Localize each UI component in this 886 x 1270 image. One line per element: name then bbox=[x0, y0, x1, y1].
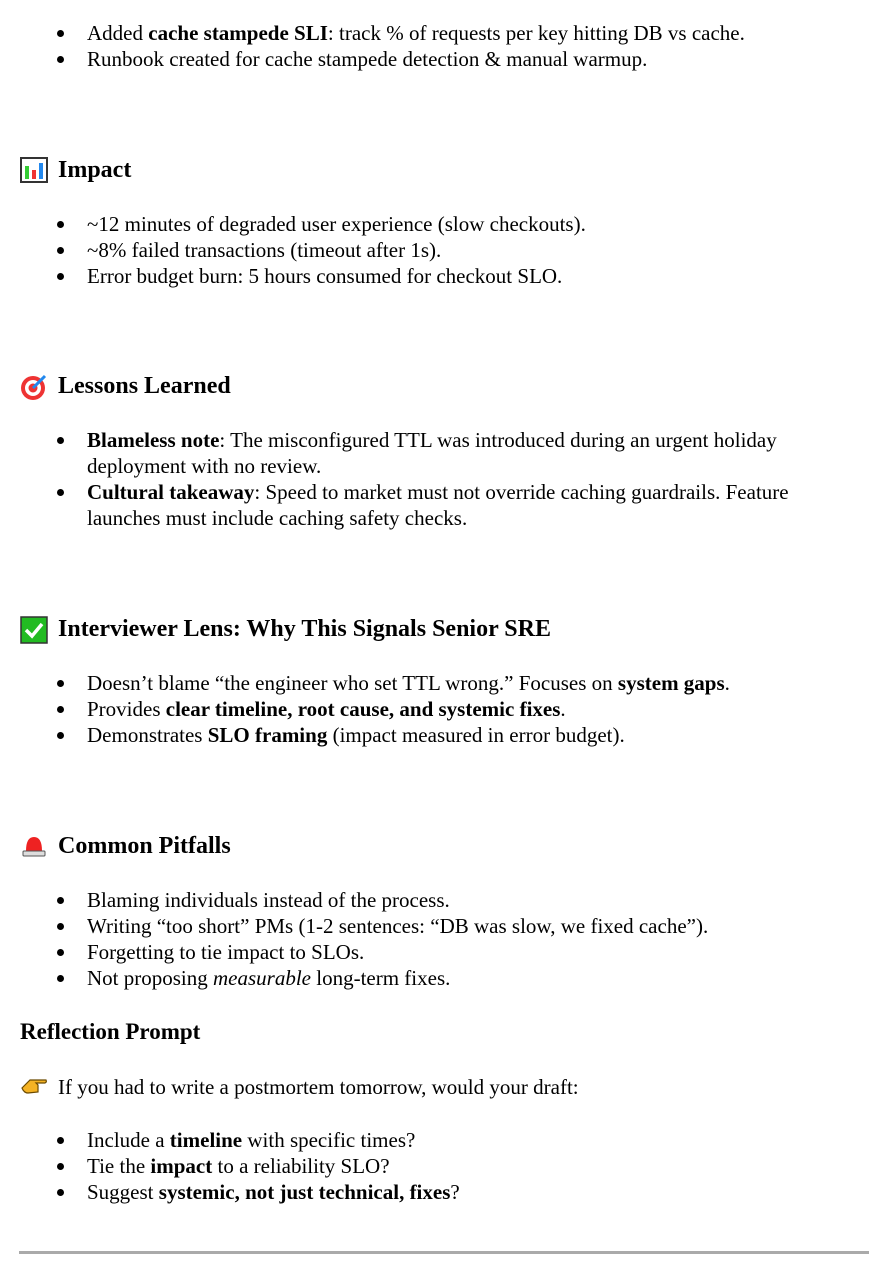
reflection-section bbox=[0, 1017, 886, 1205]
reflection-list bbox=[0, 1127, 886, 1205]
text-segment: system gaps bbox=[617, 671, 725, 695]
list-item bbox=[87, 1153, 886, 1179]
list-item bbox=[87, 237, 886, 263]
text-segment: (impact measured in error budget). bbox=[327, 723, 625, 747]
list-item bbox=[87, 696, 886, 722]
text-segment: : The misconfigured TTL was introduced during an urgent holiday deployment with no review. bbox=[87, 428, 777, 478]
check-mark-icon bbox=[20, 616, 48, 642]
bar-chart-icon bbox=[20, 157, 48, 183]
list-item bbox=[87, 427, 886, 479]
bullet-list bbox=[0, 20, 886, 72]
section-s3 bbox=[0, 614, 886, 748]
text-segment: with specific times? bbox=[242, 1128, 416, 1152]
list-item bbox=[87, 46, 886, 72]
list-item bbox=[87, 1127, 886, 1153]
text-segment: Blaming individuals instead of the process. bbox=[87, 888, 450, 912]
text-segment: Writing “too short” PMs (1-2 sentences: “DB was slow, we fixed cache”). bbox=[87, 914, 709, 938]
text-segment: clear timeline, root cause, and systemic fixes bbox=[165, 697, 561, 721]
section-title: Lessons Learned bbox=[58, 373, 231, 399]
text-segment: Added bbox=[87, 21, 149, 45]
section-title: Impact bbox=[58, 157, 132, 183]
text-segment: Doesn’t blame “the engineer who set TTL wrong.” Focuses on bbox=[87, 671, 618, 695]
text-segment: : track % of requests per key hitting DB vs cache. bbox=[327, 21, 745, 45]
bullet-list bbox=[0, 670, 886, 748]
list-item bbox=[87, 20, 886, 46]
list-item bbox=[87, 211, 886, 237]
text-segment: Forgetting to tie impact to SLOs. bbox=[87, 940, 365, 964]
reflection-heading: Reflection Prompt bbox=[20, 1019, 201, 1044]
list-item bbox=[87, 479, 886, 531]
section-title: Common Pitfalls bbox=[58, 833, 231, 859]
reflection-prompt bbox=[0, 1074, 886, 1100]
text-segment: SLO framing bbox=[207, 723, 328, 747]
bullet-list bbox=[0, 887, 886, 991]
text-segment: . bbox=[560, 697, 566, 721]
text-segment: ? bbox=[450, 1180, 460, 1204]
list-item bbox=[87, 1179, 886, 1205]
list-item bbox=[87, 722, 886, 748]
text-segment: measurable bbox=[213, 966, 311, 990]
section-heading bbox=[0, 371, 886, 401]
list-item bbox=[87, 887, 886, 913]
text-segment: systemic, not just technical, fixes bbox=[158, 1180, 451, 1204]
text-segment: ~12 minutes of degraded user experience (slow checkouts). bbox=[87, 212, 586, 236]
text-segment: Suggest bbox=[87, 1180, 159, 1204]
text-segment: . bbox=[724, 671, 730, 695]
text-segment: cache stampede SLI bbox=[148, 21, 328, 45]
list-item bbox=[87, 965, 886, 991]
bullet-list bbox=[0, 427, 886, 531]
list-item bbox=[87, 670, 886, 696]
text-segment: timeline bbox=[169, 1128, 243, 1152]
text-segment: Include a bbox=[87, 1128, 170, 1152]
section-title: Interviewer Lens: Why This Signals Senior SRE bbox=[58, 616, 551, 642]
section-s4 bbox=[0, 831, 886, 991]
text-segment: long-term fixes. bbox=[311, 966, 451, 990]
text-segment: Runbook created for cache stampede detection & manual warmup. bbox=[87, 47, 648, 71]
text-segment: Tie the bbox=[87, 1154, 151, 1178]
text-segment: impact bbox=[150, 1154, 213, 1178]
pointing-hand-icon bbox=[20, 1074, 48, 1100]
section-heading bbox=[0, 831, 886, 861]
bullet-list bbox=[0, 211, 886, 289]
horizontal-rule bbox=[19, 1251, 869, 1254]
siren-icon bbox=[20, 833, 48, 859]
section-s1 bbox=[0, 155, 886, 289]
text-segment: Error budget burn: 5 hours consumed for checkout SLO. bbox=[87, 264, 563, 288]
text-segment: Blameless note bbox=[87, 428, 220, 452]
text-segment: to a reliability SLO? bbox=[212, 1154, 390, 1178]
section-s2 bbox=[0, 371, 886, 531]
section-heading bbox=[0, 155, 886, 185]
list-item bbox=[87, 263, 886, 289]
list-item bbox=[87, 939, 886, 965]
text-segment: : Speed to market must not override caching guardrails. Feature launches must include caching safety checks. bbox=[87, 480, 789, 530]
text-segment: Not proposing bbox=[87, 966, 213, 990]
text-segment: ~8% failed transactions (timeout after 1s). bbox=[87, 238, 442, 262]
list-item bbox=[87, 913, 886, 939]
section-s0 bbox=[0, 20, 886, 72]
target-icon bbox=[20, 373, 48, 399]
text-segment: Demonstrates bbox=[87, 723, 208, 747]
section-heading bbox=[0, 614, 886, 644]
text-segment: Cultural takeaway bbox=[87, 480, 255, 504]
text-segment: Provides bbox=[87, 697, 166, 721]
reflection-prompt-text: If you had to write a postmortem tomorrow, would your draft: bbox=[58, 1075, 579, 1099]
